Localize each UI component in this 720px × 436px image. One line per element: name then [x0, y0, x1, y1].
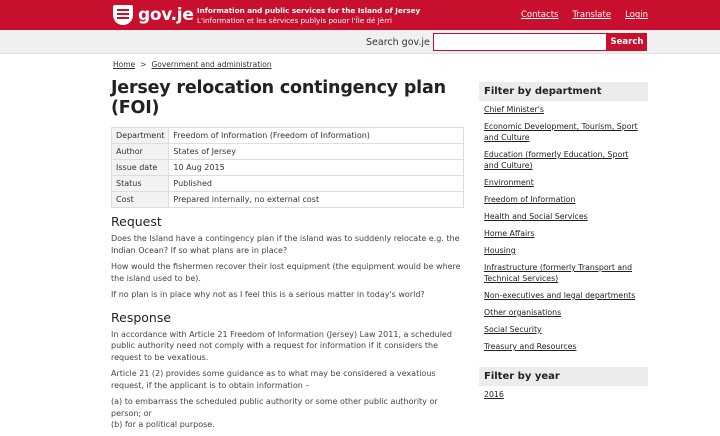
- header-links: [521, 10, 648, 20]
- request-paragraph: If no plan is in place why not as I feel this is a serious matter in today's world?: [111, 290, 425, 299]
- translate-link[interactable]: Translate: [572, 10, 612, 20]
- meta-key: Issue date: [112, 160, 169, 176]
- meta-key: Department: [112, 128, 169, 144]
- list-item: [484, 121, 643, 143]
- meta-key: Author: [112, 144, 169, 160]
- tagline-jerriais: L'information et les sèrvices publyis pouor l'Île dé Jèrri: [197, 15, 392, 25]
- filter-sidebar: [479, 82, 648, 412]
- department-filter-link[interactable]: Chief Minister's: [484, 105, 544, 114]
- department-filter-link[interactable]: Home Affairs: [484, 229, 535, 238]
- year-filter: [479, 367, 648, 412]
- department-filter-link[interactable]: Non-executives and legal departments: [484, 291, 636, 300]
- search-label: Search gov.je: [366, 37, 430, 48]
- list-item: [484, 194, 643, 205]
- meta-value: 10 Aug 2015: [169, 160, 464, 176]
- department-filter-list: [479, 101, 648, 364]
- department-filter-link[interactable]: Housing: [484, 246, 516, 255]
- meta-value: Prepared internally, no external cost: [169, 192, 464, 208]
- site-header: [0, 0, 720, 30]
- department-filter-link[interactable]: Economic Development, Tourism, Sport and Culture: [484, 122, 638, 142]
- meta-value: States of Jersey: [169, 144, 464, 160]
- request-heading: Request: [111, 214, 162, 229]
- response-paragraph: (a) to embarrass the scheduled public authority or some other public authority or person; or: [111, 397, 438, 418]
- department-filter-link[interactable]: Environment: [484, 178, 534, 187]
- table-row: [112, 176, 464, 192]
- request-paragraph: Does the Island have a contingency plan if the island was to suddenly relocate e.g. the Indian Ocean? If so what plans are in place?: [111, 234, 460, 255]
- list-item: [484, 307, 643, 318]
- response-paragraph: In accordance with Article 21 Freedom of Information (Jersey) Law 2011, a scheduled public authority need not comply with a request for information if it considers the request to be vexatious.: [111, 329, 452, 362]
- breadcrumb-home[interactable]: Home: [113, 60, 136, 69]
- meta-value: Published: [169, 176, 464, 192]
- filter-department-heading: Filter by department: [479, 82, 648, 101]
- logo-text: gov.je: [138, 5, 194, 25]
- breadcrumb-government[interactable]: Government and administration: [151, 60, 272, 69]
- department-filter-link[interactable]: Other organisations: [484, 308, 562, 317]
- search-input[interactable]: [433, 33, 607, 51]
- department-filter-link[interactable]: Health and Social Services: [484, 212, 588, 221]
- list-item: [484, 341, 643, 352]
- breadcrumb: [113, 60, 272, 69]
- department-filter-link[interactable]: Freedom of Information: [484, 195, 576, 204]
- meta-value: Freedom of Information (Freedom of Information): [169, 128, 464, 144]
- search-button[interactable]: Search: [607, 33, 647, 51]
- response-paragraph: Article 21 (2) provides some guidance as to what may be considered a vexatious request, if the applicant is to obtain information –: [111, 369, 436, 390]
- login-link[interactable]: Login: [625, 10, 648, 20]
- department-filter-link[interactable]: Infrastructure (formerly Transport and Technical Services): [484, 263, 633, 283]
- breadcrumb-separator: >: [140, 60, 147, 69]
- search-bar: [0, 30, 720, 54]
- site-logo[interactable]: [113, 5, 194, 25]
- request-paragraph: How would the fishermen recover their lost equipment (the equipment would be where the island used to be).: [111, 262, 461, 283]
- contacts-link[interactable]: Contacts: [520, 10, 559, 20]
- jersey-crest-icon: [113, 5, 133, 25]
- department-filter-link[interactable]: Treasury and Resources: [484, 342, 577, 351]
- list-item: [484, 324, 643, 335]
- list-item: [484, 177, 643, 188]
- year-filter-list: [479, 386, 648, 412]
- meta-key: Cost: [112, 192, 169, 208]
- response-paragraph: (b) for a political purpose.: [111, 420, 215, 429]
- meta-key: Status: [112, 176, 169, 192]
- table-row: [112, 192, 464, 208]
- department-filter-link[interactable]: Social Security: [484, 325, 542, 334]
- response-heading: Response: [111, 309, 172, 325]
- site-tagline: [197, 6, 420, 25]
- filter-year-heading: Filter by year: [479, 367, 648, 386]
- list-item: [484, 389, 643, 400]
- list-item: [484, 104, 643, 115]
- table-row: [112, 128, 464, 144]
- list-item: [484, 262, 643, 284]
- list-item: [484, 211, 643, 222]
- list-item: [484, 290, 643, 301]
- year-filter-link[interactable]: 2016: [484, 390, 504, 399]
- table-row: [112, 160, 464, 176]
- main-content: [111, 78, 465, 436]
- tagline-english: Information and public services for the Island of Jersey: [197, 6, 421, 15]
- page-title: Jersey relocation contingency plan (FOI): [111, 78, 446, 118]
- list-item: [484, 228, 643, 239]
- list-item: [484, 149, 643, 171]
- list-item: [484, 245, 643, 256]
- department-filter-link[interactable]: Education (formerly Education, Sport and Culture): [484, 150, 629, 170]
- document-metadata-table: [111, 127, 464, 208]
- table-row: [112, 144, 464, 160]
